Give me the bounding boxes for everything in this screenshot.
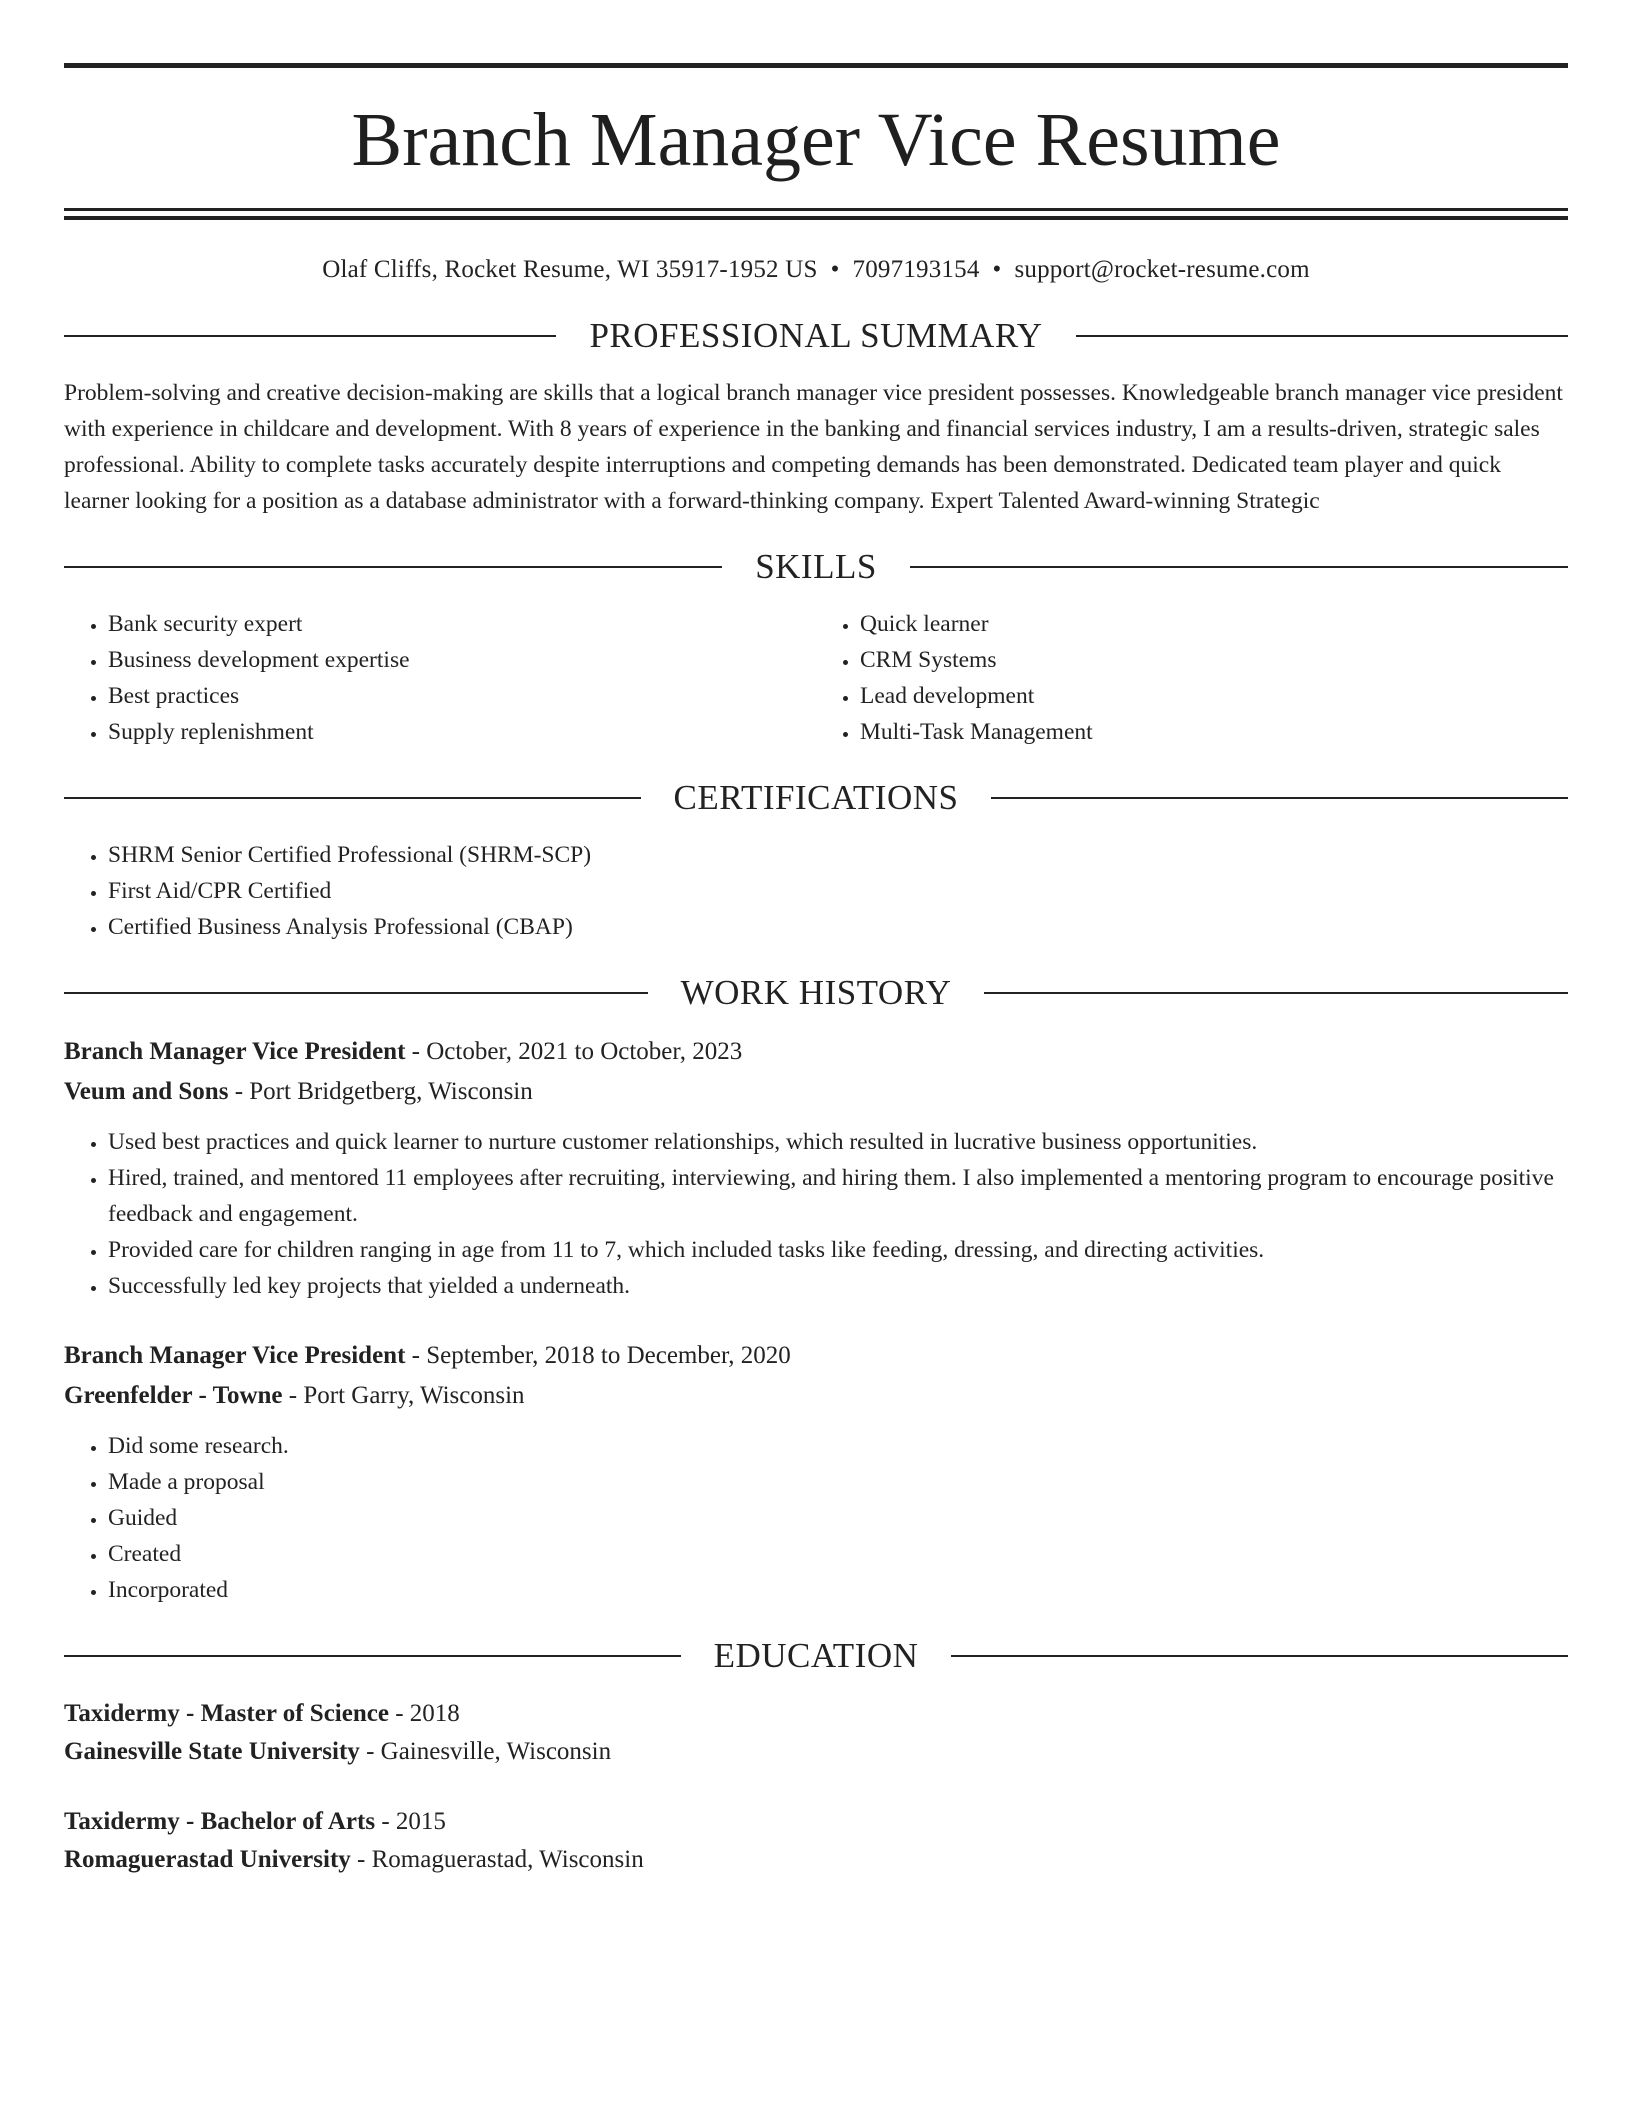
section-title: EDUCATION: [713, 1636, 919, 1675]
heading-rule: [64, 797, 641, 799]
summary-text: Problem-solving and creative decision-making are skills that a logical branch manager vice president possesses. Knowledgeable branch manager vice president with experience in childcare and development. With 8 years of experience in the banking and financial services industry, I am a results-driven, strategic sales professional. Ability to complete tasks accurately despite interruptions and competing demands has been demonstrated. Dedicated team player and quick learner looking for a position as a database administrator with a forward-thinking company. Expert Talented Award-winning Strategic: [64, 380, 1563, 514]
job-bullet: • Made a proposal: [108, 1464, 1568, 1500]
job-bullet: • Used best practices and quick learner to nurture customer relationships, which resulted in lucrative business opportunities.: [108, 1124, 1568, 1160]
job-bullet: • Hired, trained, and mentored 11 employees after recruiting, interviewing, and hiring them. I also implemented a mentoring program to encourage positive feedback and engagement.: [108, 1160, 1568, 1232]
contact-separator: •: [830, 256, 840, 283]
degree-line: Taxidermy - Bachelor of Arts - 2015: [64, 1808, 446, 1835]
job-bullet: • Guided: [108, 1500, 1568, 1536]
job-title: Branch Manager Vice President: [64, 1038, 406, 1065]
section-title: WORK HISTORY: [680, 973, 952, 1012]
section-title: PROFESSIONAL SUMMARY: [589, 316, 1043, 355]
skill-item: • Business development expertise: [108, 642, 816, 678]
job-entry: [64, 1032, 1568, 1304]
skill-item: • Lead development: [860, 678, 1568, 714]
school-line: Romaguerastad University - Romaguerastad, Wisconsin: [64, 1846, 644, 1873]
degree-name: Taxidermy - Master of Science: [64, 1700, 389, 1727]
skill-item: • Multi-Task Management: [860, 714, 1568, 750]
job-dates: October, 2021 to October, 2023: [426, 1038, 743, 1065]
education-entry: [64, 1803, 1568, 1879]
job-location: Port Garry, Wisconsin: [303, 1382, 525, 1409]
section-title: SKILLS: [755, 547, 877, 586]
job-company-line: Veum and Sons - Port Bridgetberg, Wisconsin: [64, 1078, 533, 1105]
skills-column-left: [64, 606, 816, 750]
resume-title: Branch Manager Vice Resume: [351, 98, 1281, 182]
job-bullet: • Provided care for children ranging in age from 11 to 7, which included tasks like feeding, dressing, and directing activities.: [108, 1232, 1568, 1268]
certifications-heading: [64, 780, 1568, 815]
school-name: Gainesville State University: [64, 1738, 360, 1765]
degree-year: 2018: [409, 1700, 460, 1727]
heading-rule: [64, 992, 648, 994]
skill-item: • CRM Systems: [860, 642, 1568, 678]
heading-rule: [64, 1655, 681, 1657]
contact-email: support@rocket-resume.com: [1014, 256, 1310, 283]
school-location: Gainesville, Wisconsin: [380, 1738, 612, 1765]
education-heading: [64, 1638, 1568, 1673]
job-title: Branch Manager Vice President: [64, 1342, 406, 1369]
certification-item: • First Aid/CPR Certified: [108, 873, 1568, 909]
heading-rule: [1076, 335, 1568, 337]
heading-rule: [64, 566, 722, 568]
contact-address: Olaf Cliffs, Rocket Resume, WI 35917-1952 US: [322, 256, 818, 283]
certifications-list: [64, 837, 1568, 945]
heading-rule: [64, 335, 556, 337]
skills-list: [64, 606, 1568, 750]
job-bullet: • Did some research.: [108, 1428, 1568, 1464]
skill-item: • Best practices: [108, 678, 816, 714]
school-line: Gainesville State University - Gainesville, Wisconsin: [64, 1738, 612, 1765]
summary-heading: [64, 318, 1568, 353]
job-entry: [64, 1336, 1568, 1608]
job-bullets: [64, 1124, 1568, 1304]
school-name: Romaguerastad University: [64, 1846, 351, 1873]
heading-rule: [991, 797, 1568, 799]
school-location: Romaguerastad, Wisconsin: [371, 1846, 644, 1873]
education-entry: [64, 1695, 1568, 1771]
skill-item: • Supply replenishment: [108, 714, 816, 750]
skill-item: • Quick learner: [860, 606, 1568, 642]
contact-phone: 7097193154: [852, 256, 980, 283]
certification-item: • Certified Business Analysis Professional (CBAP): [108, 909, 1568, 945]
resume-page: [64, 63, 1568, 1879]
job-title-line: Branch Manager Vice President - September, 2018 to December, 2020: [64, 1342, 791, 1369]
certification-item: • SHRM Senior Certified Professional (SHRM-SCP): [108, 837, 1568, 873]
job-dates: September, 2018 to December, 2020: [426, 1342, 791, 1369]
job-company: Veum and Sons: [64, 1078, 229, 1105]
job-company-line: Greenfelder - Towne - Port Garry, Wisconsin: [64, 1382, 525, 1409]
work-history-heading: [64, 975, 1568, 1010]
job-company: Greenfelder - Towne: [64, 1382, 283, 1409]
degree-name: Taxidermy - Bachelor of Arts: [64, 1808, 376, 1835]
section-title: CERTIFICATIONS: [673, 778, 959, 817]
double-rule: [64, 208, 1568, 220]
heading-rule: [984, 992, 1568, 994]
degree-line: Taxidermy - Master of Science - 2018: [64, 1700, 460, 1727]
skills-column-right: [816, 606, 1568, 750]
contact-line: [64, 256, 1568, 284]
job-bullet: • Incorporated: [108, 1572, 1568, 1608]
skills-heading: [64, 549, 1568, 584]
job-title-line: Branch Manager Vice President - October, 2021 to October, 2023: [64, 1038, 743, 1065]
degree-year: 2015: [395, 1808, 446, 1835]
job-bullets: [64, 1428, 1568, 1608]
contact-separator: •: [992, 256, 1002, 283]
heading-rule: [951, 1655, 1568, 1657]
heading-rule: [910, 566, 1568, 568]
job-location: Port Bridgetberg, Wisconsin: [249, 1078, 533, 1105]
job-bullet: • Created: [108, 1536, 1568, 1572]
skill-item: • Bank security expert: [108, 606, 816, 642]
job-bullet: • Successfully led key projects that yielded a underneath.: [108, 1268, 1568, 1304]
